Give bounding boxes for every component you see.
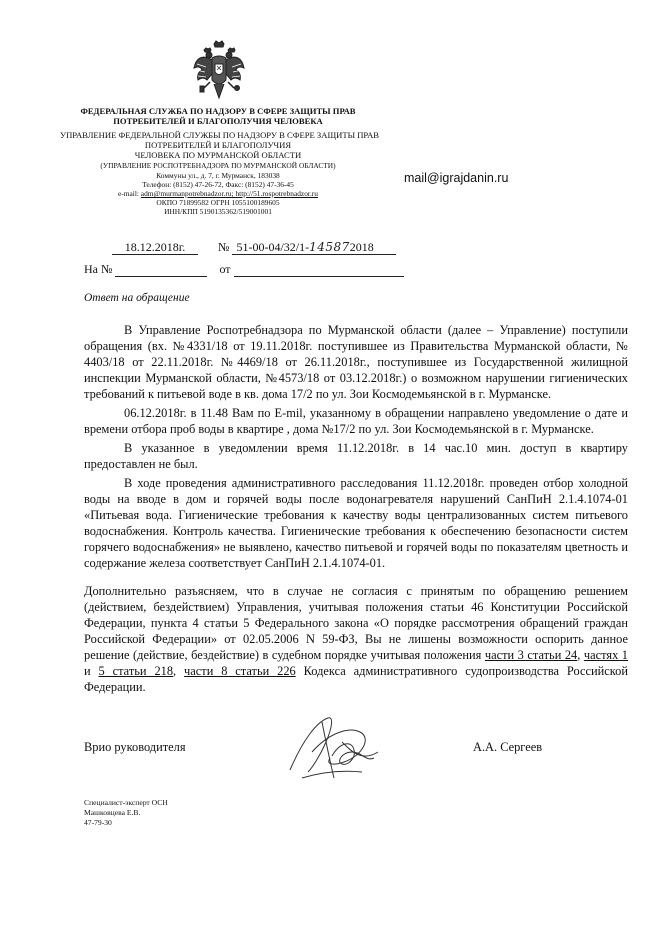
executor-role: Специалист-эксперт ОСН	[84, 798, 168, 807]
number-label: №	[218, 240, 230, 254]
separator: и	[84, 664, 99, 678]
paragraph-5-end: Кодекса административного судопроизводства Российской Федерации.	[84, 664, 628, 694]
department-phone: Телефон: (8152) 47-26-72, Факс: (8152) 47-36-45	[142, 180, 294, 189]
addressee-email: mail@igrajdanin.ru	[404, 171, 509, 185]
reference-date-field	[234, 262, 404, 277]
department-contacts	[60, 189, 376, 198]
department-okpo: ОКПО 71899582 ОГРН 1055100189605	[156, 198, 280, 207]
law-link-parts1[interactable]: частях 1	[583, 648, 629, 662]
signer-name: А.А. Сергеев	[473, 740, 543, 754]
law-link-part3-article24[interactable]: части 3 статьи 24	[484, 648, 578, 662]
department-site-link[interactable]: ; http://51.rospotrebnadzor.ru	[231, 189, 318, 198]
executor-name: Машковцева Е.В.	[84, 808, 141, 817]
department-name-line2: ПОТРЕБИТЕЛЕЙ И БЛАГОПОЛУЧИЯ	[144, 140, 292, 150]
department-name-line3: ЧЕЛОВЕКА ПО МУРМАНСКОЙ ОБЛАСТИ	[134, 150, 302, 160]
reference-number-label: На №	[84, 262, 113, 276]
agency-name-line1: ФЕДЕРАЛЬНАЯ СЛУЖБА ПО НАДЗОРУ В СФЕРЕ ЗАЩИТЫ ПРАВ	[80, 106, 356, 116]
executor-phone: 47-79-30	[84, 818, 112, 827]
executor-block	[84, 798, 168, 828]
paragraph-3: В указанное в уведомлении время 11.12.2018г. в 14 час.10 мин. доступ в квартиру предоставлен не был.	[84, 441, 628, 471]
handwritten-signature	[282, 712, 402, 784]
reference-date-label: от	[219, 262, 231, 276]
department-email-link[interactable]: adm@murmanpotrebnadzor.ru	[140, 189, 232, 198]
letter-number-year: 2018	[349, 240, 374, 254]
department-name-line1: УПРАВЛЕНИЕ ФЕДЕРАЛЬНОЙ СЛУЖБЫ ПО НАДЗОРУ В СФЕРЕ ЗАЩИТЫ ПРАВ	[60, 130, 380, 140]
agency-name-line2: ПОТРЕБИТЕЛЕЙ И БЛАГОПОЛУЧИЯ ЧЕЛОВЕКА	[113, 116, 323, 126]
letter-number-prefix: 51-00-04/32/1-	[236, 240, 310, 254]
paragraph-1: В Управление Роспотребнадзора по Мурманской области (далее – Управление) поступили обращения (вх. №4331/18 от 19.11.2018г. поступившее из Правительства Мурманской области, № 4403/18 от 22.11.2018г. №4469/18 от 26.11.2018г., поступившее из Государственной жилищной инспекции Мурманской области, №4573/18 от 03.12.2018г.) о возможном нарушении гигиенических требований к питьевой воде в кв. дома 17/2 по ул. Зои Космодемьянской в г. Мурманске.	[84, 323, 628, 401]
department-address: Коммуны ул., д. 7, г. Мурманск, 183038	[156, 171, 280, 180]
department-short-name: (УПРАВЛЕНИЕ РОСПОТРЕБНАДЗОРА ПО МУРМАНСКОЙ ОБЛАСТИ)	[100, 161, 336, 170]
registration-line	[112, 240, 396, 255]
letter-number	[232, 240, 396, 255]
separator: ,	[577, 648, 584, 662]
paragraph-5-start: Дополнительно разъясняем, что в случае не согласия с принятым по обращению решением (действием, бездействием) Управления, учитывая положения статьи 46 Конституции Российской Федерации, пункта 4 статьи 5 Федерального закона «О порядке рассмотрения обращений граждан Российской Федерации» от 02.05.2006 N 59-ФЗ, Вы не лишены возможности оспорить данное решение (действие, бездействие) в судебном порядке учитывая положения	[84, 584, 628, 662]
letter-subject: Ответ на обращение	[84, 292, 190, 304]
email-label: e-mail:	[118, 189, 141, 198]
paragraph-4: В ходе проведения административного расследования 11.12.2018г. проведен отбор холодной воды на вводе в дом и горячей воды после водонагревателя нарушений СанПиН 2.1.4.1074-01 «Питьевая вода. Гигиенические требования к качеству воды централизованных систем питьевого водоснабжения. Контроль качества. Гигиенические требования к обеспечению безопасности систем горячего водоснабжения» не выявлено, качество питьевой и горячей воды по показателям цветность и содержание железа соответствует СанПиН 2.1.4.1074-01.	[84, 476, 628, 570]
reference-number-field	[115, 262, 207, 277]
letter-date: 18.12.2018г.	[112, 240, 198, 255]
department-inn: ИНН/КПП 5190135362/519001001	[164, 207, 272, 216]
body-text	[84, 322, 628, 695]
law-link-part5-article218[interactable]: 5 статьи 218	[98, 664, 174, 678]
letter-number-handwritten: 14587	[309, 240, 350, 254]
paragraph-5	[84, 583, 628, 695]
paragraph-2: 06.12.2018г. в 11.48 Вам по E-mil, указанному в обращении направлено уведомление о дате и времени отбора проб воды в квартире , дома №17/2 по ул. Зои Космодемьянской в г. Мурманске.	[84, 406, 628, 436]
coat-of-arms-icon	[192, 40, 246, 104]
signer-position: Врио руководителя	[84, 740, 186, 754]
law-link-part8-article226[interactable]: части 8 статьи 226	[184, 664, 296, 678]
reference-line	[84, 262, 404, 277]
separator: ,	[173, 664, 185, 678]
